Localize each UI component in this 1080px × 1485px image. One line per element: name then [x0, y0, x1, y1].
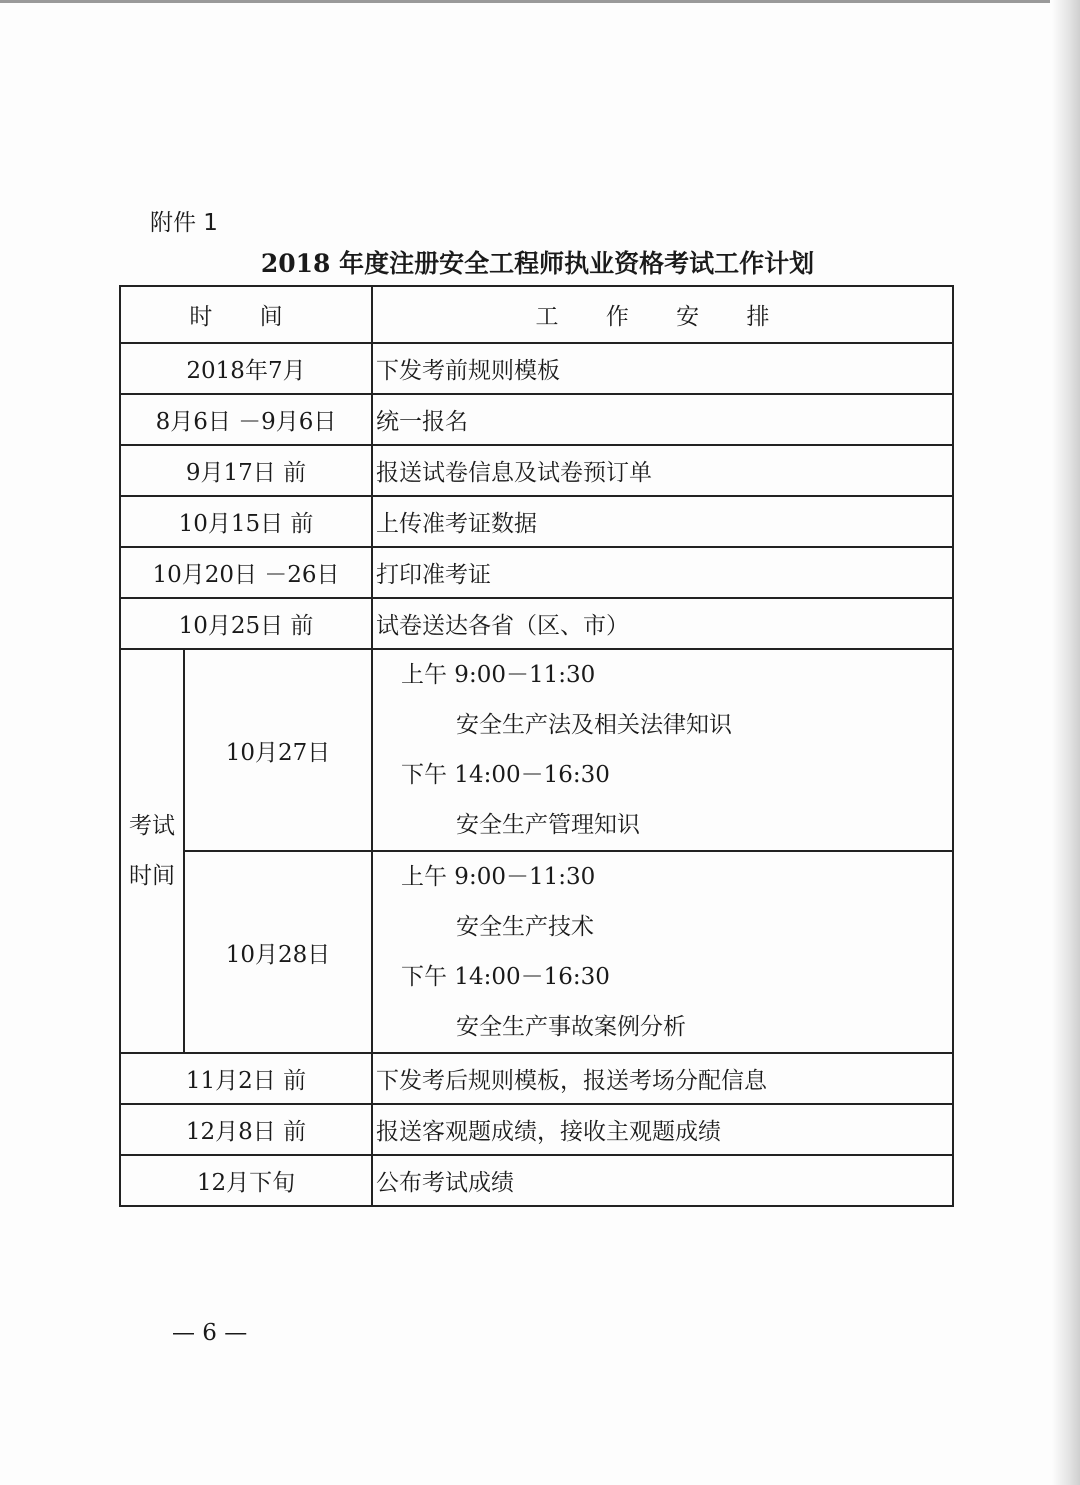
header-time: 时 间: [120, 286, 372, 343]
pm-subject: 安全生产管理知识: [456, 812, 640, 838]
exam-label-line2: 时间: [129, 863, 175, 889]
attachment-label: 附件 1: [150, 210, 218, 236]
header-arrangement: 工 作 安 排: [372, 286, 953, 343]
am-subject: 安全生产技术: [456, 914, 594, 940]
row-task: 报送试卷信息及试卷预订单: [372, 445, 953, 496]
row-task: 试卷送达各省（区、市）: [372, 598, 953, 649]
row-task: 统一报名: [372, 394, 953, 445]
table-row: [120, 1104, 953, 1155]
am-time: 上午 9:00－11:30: [401, 662, 596, 688]
row-task: 下发考后规则模板，报送考场分配信息: [372, 1053, 953, 1104]
exam-date: 10月28日: [184, 851, 372, 1053]
table-row: [120, 496, 953, 547]
row-time: 11月2日 前: [120, 1053, 372, 1104]
row-time: 8月6日 －9月6日: [120, 394, 372, 445]
table-row: [120, 1053, 953, 1104]
row-task: 上传准考证数据: [372, 496, 953, 547]
schedule-table: [119, 285, 954, 1207]
row-task: 报送客观题成绩，接收主观题成绩: [372, 1104, 953, 1155]
exam-label-line1: 考试: [129, 813, 175, 839]
table-row: [120, 598, 953, 649]
exam-time-label: [120, 649, 184, 1053]
row-time: 2018年7月: [120, 343, 372, 394]
row-time: 10月20日 －26日: [120, 547, 372, 598]
row-time: 12月8日 前: [120, 1104, 372, 1155]
table-row: [120, 445, 953, 496]
am-subject: 安全生产法及相关法律知识: [456, 712, 732, 738]
row-task: 打印准考证: [372, 547, 953, 598]
scan-top-edge: [0, 0, 1050, 3]
table-row: [120, 547, 953, 598]
exam-sessions: [372, 851, 953, 1053]
pm-subject: 安全生产事故案例分析: [456, 1014, 686, 1040]
exam-day-row: [120, 649, 953, 851]
table-header-row: [120, 286, 953, 343]
page-number: — 6 —: [172, 1320, 248, 1346]
row-time: 9月17日 前: [120, 445, 372, 496]
document-title: 2018 年度注册安全工程师执业资格考试工作计划: [260, 249, 815, 278]
row-time: 10月25日 前: [120, 598, 372, 649]
table-row: [120, 343, 953, 394]
pm-time: 下午 14:00－16:30: [401, 762, 610, 788]
row-time: 12月下旬: [120, 1155, 372, 1206]
table-row: [120, 394, 953, 445]
row-time: 10月15日 前: [120, 496, 372, 547]
table-row: [120, 1155, 953, 1206]
row-task: 下发考前规则模板: [372, 343, 953, 394]
am-time: 上午 9:00－11:30: [401, 864, 596, 890]
pm-time: 下午 14:00－16:30: [401, 964, 610, 990]
exam-sessions: [372, 649, 953, 851]
scan-right-edge: [1052, 0, 1080, 1485]
exam-date: 10月27日: [184, 649, 372, 851]
exam-day-row: [120, 851, 953, 1053]
row-task: 公布考试成绩: [372, 1155, 953, 1206]
